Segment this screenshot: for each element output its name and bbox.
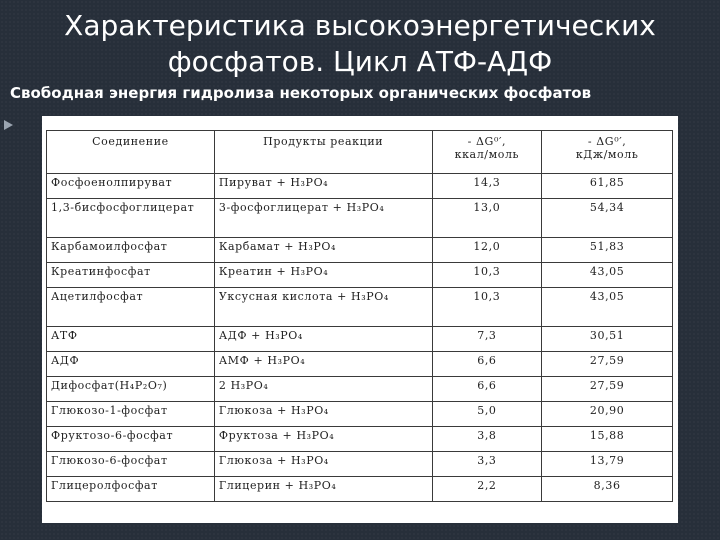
cell-kj: 61,85: [542, 174, 673, 199]
cell-compound: АДФ: [47, 352, 215, 377]
slide-title-line2: фосфатов. Цикл АТФ-АДФ: [167, 45, 553, 78]
header-compound: Соединение: [47, 131, 215, 174]
table-panel: [42, 116, 678, 523]
cell-kj: 20,90: [542, 402, 673, 427]
cell-kj: 13,79: [542, 452, 673, 477]
header-kcal: [432, 131, 542, 174]
table-body: [47, 174, 673, 502]
table-row: [47, 452, 673, 477]
cell-kcal: 2,2: [432, 477, 542, 502]
cell-compound: Дифосфат(H₄P₂O₇): [47, 377, 215, 402]
cell-kcal: 13,0: [432, 199, 542, 238]
table-row: [47, 288, 673, 327]
table-row: [47, 199, 673, 238]
cell-compound: Глицеролфосфат: [47, 477, 215, 502]
cell-kcal: 5,0: [432, 402, 542, 427]
cell-kcal: 3,3: [432, 452, 542, 477]
cell-kj: 51,83: [542, 238, 673, 263]
table-row: [47, 263, 673, 288]
cell-compound: АТФ: [47, 327, 215, 352]
slide-title-line1: Характеристика высокоэнергетических: [64, 9, 656, 42]
cell-products: Глюкоза + H₃PO₄: [214, 452, 432, 477]
cell-products: АДФ + H₃PO₄: [214, 327, 432, 352]
cell-kcal: 6,6: [432, 352, 542, 377]
cell-kcal: 10,3: [432, 263, 542, 288]
table-row: [47, 402, 673, 427]
cell-compound: Фруктозо-6-фосфат: [47, 427, 215, 452]
cell-products: Фруктоза + H₃PO₄: [214, 427, 432, 452]
table-row: [47, 477, 673, 502]
cell-kj: 43,05: [542, 263, 673, 288]
header-kj: [542, 131, 673, 174]
cell-products: Глицерин + H₃PO₄: [214, 477, 432, 502]
cell-kcal: 6,6: [432, 377, 542, 402]
cell-kj: 27,59: [542, 352, 673, 377]
cell-products: АМФ + H₃PO₄: [214, 352, 432, 377]
table-row: [47, 427, 673, 452]
header-kj-symbol: - ΔG⁰′,: [587, 135, 627, 148]
cell-kcal: 7,3: [432, 327, 542, 352]
table-row: [47, 238, 673, 263]
cell-kcal: 12,0: [432, 238, 542, 263]
table-row: [47, 352, 673, 377]
cell-kj: 15,88: [542, 427, 673, 452]
cell-kj: 43,05: [542, 288, 673, 327]
header-kcal-unit: ккал/моль: [454, 148, 520, 161]
cell-kj: 8,36: [542, 477, 673, 502]
table-caption: Свободная энергия гидролиза некоторых органических фосфатов: [10, 84, 592, 102]
cell-kcal: 14,3: [432, 174, 542, 199]
cell-products: Креатин + H₃PO₄: [214, 263, 432, 288]
slide-title: [0, 8, 720, 80]
cell-kj: 30,51: [542, 327, 673, 352]
cell-products: 3-фосфоглицерат + H₃PO₄: [214, 199, 432, 238]
cell-kcal: 3,8: [432, 427, 542, 452]
cell-compound: Креатинфосфат: [47, 263, 215, 288]
cell-compound: Ацетилфосфат: [47, 288, 215, 327]
table-header-row: [47, 131, 673, 174]
table-row: [47, 174, 673, 199]
cell-compound: Глюкозо-1-фосфат: [47, 402, 215, 427]
header-products: Продукты реакции: [214, 131, 432, 174]
header-kcal-symbol: - ΔG⁰′,: [467, 135, 507, 148]
header-kj-unit: кДж/моль: [575, 148, 639, 161]
cell-products: Глюкоза + H₃PO₄: [214, 402, 432, 427]
cell-compound: 1,3-бисфосфоглицерат: [47, 199, 215, 238]
cell-products: 2 H₃PO₄: [214, 377, 432, 402]
cell-compound: Глюкозо-6-фосфат: [47, 452, 215, 477]
cell-kj: 27,59: [542, 377, 673, 402]
triangle-arrow-icon: [4, 120, 13, 130]
cell-products: Уксусная кислота + H₃PO₄: [214, 288, 432, 327]
phosphate-energy-table: [46, 130, 673, 502]
table-row: [47, 327, 673, 352]
cell-compound: Фосфоенолпируват: [47, 174, 215, 199]
cell-products: Карбамат + H₃PO₄: [214, 238, 432, 263]
cell-kcal: 10,3: [432, 288, 542, 327]
cell-kj: 54,34: [542, 199, 673, 238]
table-row: [47, 377, 673, 402]
cell-products: Пируват + H₃PO₄: [214, 174, 432, 199]
cell-compound: Карбамоилфосфат: [47, 238, 215, 263]
